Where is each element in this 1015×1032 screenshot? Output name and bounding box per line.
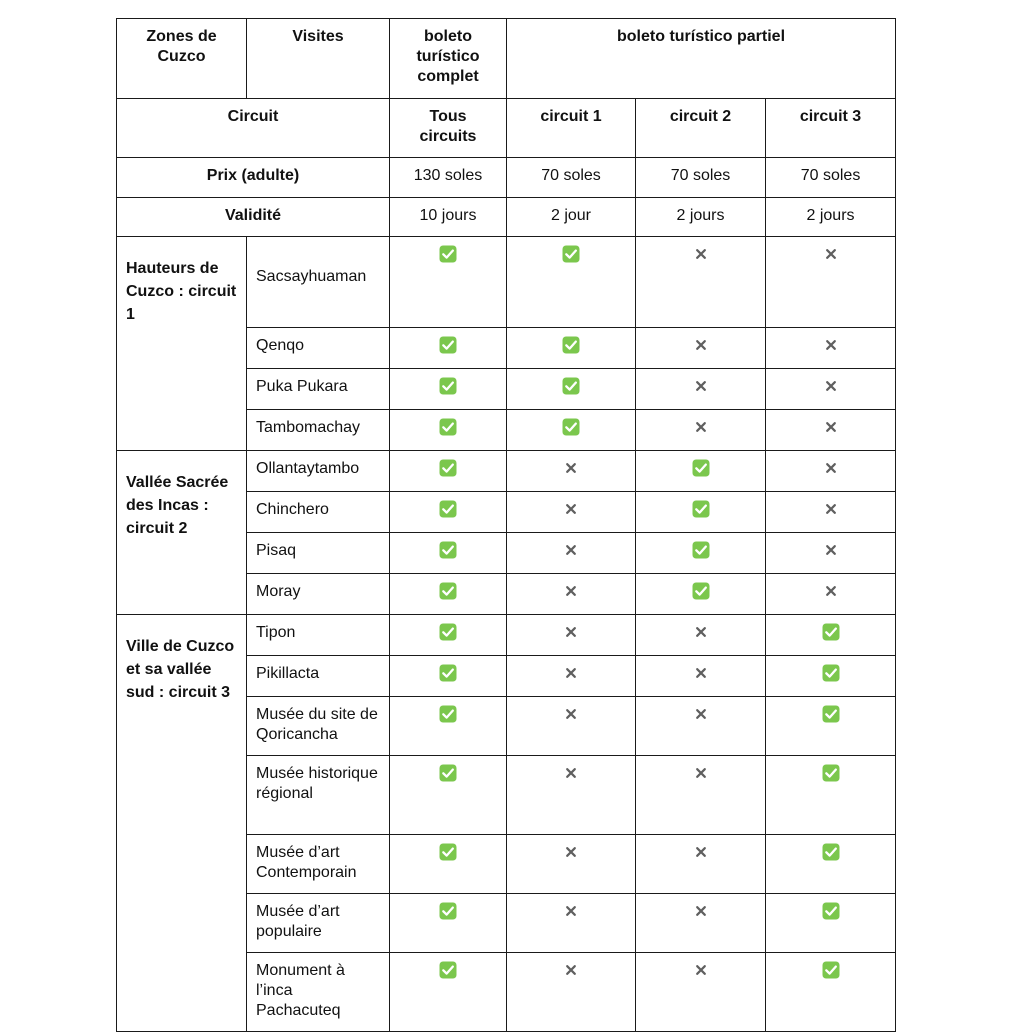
availability-cell (390, 492, 507, 533)
check-mark-icon (439, 664, 457, 682)
cross-mark-icon (692, 764, 710, 782)
availability-cell (636, 835, 766, 894)
site-name: Moray (247, 574, 390, 615)
cross-mark-icon (692, 336, 710, 354)
cross-mark-icon (692, 843, 710, 861)
availability-cell (636, 369, 766, 410)
prix-value: 70 soles (766, 158, 896, 198)
check-mark-icon (439, 623, 457, 641)
availability-cell (636, 894, 766, 953)
availability-cell (636, 756, 766, 835)
check-mark-icon (822, 902, 840, 920)
check-mark-icon (692, 500, 710, 518)
tourist-ticket-table (116, 18, 896, 1032)
availability-cell (390, 533, 507, 574)
cross-mark-icon (822, 500, 840, 518)
prix-value: 70 soles (507, 158, 636, 198)
availability-cell (507, 410, 636, 451)
cross-mark-icon (562, 764, 580, 782)
header-boleto-partiel: boleto turístico partiel (507, 19, 896, 99)
header-row (117, 19, 896, 99)
cross-mark-icon (692, 245, 710, 263)
availability-cell (766, 369, 896, 410)
availability-cell (766, 574, 896, 615)
availability-cell (390, 369, 507, 410)
check-mark-icon (562, 377, 580, 395)
availability-cell (507, 492, 636, 533)
circuit-value: circuit 2 (636, 99, 766, 158)
availability-cell (390, 656, 507, 697)
check-mark-icon (439, 582, 457, 600)
cross-mark-icon (562, 961, 580, 979)
availability-cell (390, 894, 507, 953)
availability-cell (390, 451, 507, 492)
availability-cell (390, 237, 507, 328)
availability-cell (636, 237, 766, 328)
check-mark-icon (439, 961, 457, 979)
cross-mark-icon (692, 961, 710, 979)
check-mark-icon (822, 764, 840, 782)
prix-row (117, 158, 896, 198)
table-row (117, 237, 896, 328)
availability-cell (636, 328, 766, 369)
header-visites: Visites (247, 19, 390, 99)
cross-mark-icon (562, 664, 580, 682)
availability-cell (766, 656, 896, 697)
prix-label: Prix (adulte) (117, 158, 390, 198)
check-mark-icon (822, 961, 840, 979)
availability-cell (507, 237, 636, 328)
cross-mark-icon (692, 664, 710, 682)
availability-cell (636, 451, 766, 492)
availability-cell (390, 328, 507, 369)
site-name: Qenqo (247, 328, 390, 369)
availability-cell (507, 894, 636, 953)
availability-cell (766, 756, 896, 835)
cross-mark-icon (822, 336, 840, 354)
site-name: Chinchero (247, 492, 390, 533)
cross-mark-icon (562, 843, 580, 861)
availability-cell (390, 835, 507, 894)
availability-cell (507, 835, 636, 894)
availability-cell (766, 410, 896, 451)
cross-mark-icon (692, 418, 710, 436)
availability-cell (507, 953, 636, 1032)
availability-cell (766, 894, 896, 953)
circuit-value: circuit 1 (507, 99, 636, 158)
cross-mark-icon (692, 623, 710, 641)
site-name: Monument à l’inca Pachacuteq (247, 953, 390, 1032)
check-mark-icon (562, 245, 580, 263)
check-mark-icon (822, 623, 840, 641)
availability-cell (636, 615, 766, 656)
table-row (117, 451, 896, 492)
check-mark-icon (439, 764, 457, 782)
table-body (117, 19, 896, 1032)
cross-mark-icon (562, 705, 580, 723)
site-name: Musée d’art populaire (247, 894, 390, 953)
availability-cell (636, 533, 766, 574)
availability-cell (636, 697, 766, 756)
cross-mark-icon (822, 459, 840, 477)
availability-cell (390, 953, 507, 1032)
availability-cell (766, 615, 896, 656)
availability-cell (390, 697, 507, 756)
cross-mark-icon (822, 582, 840, 600)
cross-mark-icon (562, 459, 580, 477)
cross-mark-icon (692, 902, 710, 920)
cross-mark-icon (822, 245, 840, 263)
circuit-row (117, 99, 896, 158)
check-mark-icon (822, 843, 840, 861)
header-boleto-complet: boleto turístico complet (390, 19, 507, 99)
site-name: Musée du site de Qoricancha (247, 697, 390, 756)
check-mark-icon (692, 541, 710, 559)
availability-cell (507, 369, 636, 410)
availability-cell (390, 615, 507, 656)
availability-cell (507, 451, 636, 492)
site-name: Pisaq (247, 533, 390, 574)
check-mark-icon (692, 582, 710, 600)
availability-cell (766, 451, 896, 492)
check-mark-icon (439, 245, 457, 263)
availability-cell (390, 410, 507, 451)
zone-label: Ville de Cuzco et sa vallée sud : circuit 3 (117, 615, 247, 1032)
check-mark-icon (439, 705, 457, 723)
validite-value: 10 jours (390, 198, 507, 237)
circuit-value: circuit 3 (766, 99, 896, 158)
zone-label: Hauteurs de Cuzco : circuit 1 (117, 237, 247, 451)
site-name: Musée historique régional (247, 756, 390, 835)
circuit-value: Tous circuits (390, 99, 507, 158)
cross-mark-icon (562, 500, 580, 518)
site-name: Tipon (247, 615, 390, 656)
header-zones: Zones de Cuzco (117, 19, 247, 99)
site-name: Puka Pukara (247, 369, 390, 410)
cross-mark-icon (562, 902, 580, 920)
site-name: Musée d’art Contemporain (247, 835, 390, 894)
availability-cell (636, 656, 766, 697)
check-mark-icon (562, 336, 580, 354)
prix-value: 130 soles (390, 158, 507, 198)
check-mark-icon (692, 459, 710, 477)
check-mark-icon (439, 336, 457, 354)
availability-cell (507, 533, 636, 574)
availability-cell (766, 533, 896, 574)
availability-cell (766, 237, 896, 328)
site-name: Sacsayhuaman (247, 237, 390, 328)
availability-cell (766, 328, 896, 369)
cross-mark-icon (562, 582, 580, 600)
circuit-label: Circuit (117, 99, 390, 158)
availability-cell (507, 697, 636, 756)
validite-value: 2 jours (636, 198, 766, 237)
table-row (117, 615, 896, 656)
availability-cell (766, 835, 896, 894)
check-mark-icon (439, 902, 457, 920)
availability-cell (636, 953, 766, 1032)
validite-value: 2 jour (507, 198, 636, 237)
prix-value: 70 soles (636, 158, 766, 198)
cross-mark-icon (822, 541, 840, 559)
availability-cell (507, 574, 636, 615)
cross-mark-icon (562, 623, 580, 641)
check-mark-icon (439, 541, 457, 559)
cross-mark-icon (822, 418, 840, 436)
availability-cell (766, 697, 896, 756)
availability-cell (507, 656, 636, 697)
check-mark-icon (439, 459, 457, 477)
availability-cell (507, 328, 636, 369)
availability-cell (390, 756, 507, 835)
site-name: Ollantaytambo (247, 451, 390, 492)
check-mark-icon (562, 418, 580, 436)
availability-cell (766, 953, 896, 1032)
cross-mark-icon (692, 377, 710, 395)
validite-label: Validité (117, 198, 390, 237)
cross-mark-icon (822, 377, 840, 395)
availability-cell (636, 492, 766, 533)
availability-cell (390, 574, 507, 615)
cross-mark-icon (562, 541, 580, 559)
check-mark-icon (822, 705, 840, 723)
validite-value: 2 jours (766, 198, 896, 237)
check-mark-icon (439, 418, 457, 436)
site-name: Tambomachay (247, 410, 390, 451)
validite-row (117, 198, 896, 237)
zone-label: Vallée Sacrée des Incas : circuit 2 (117, 451, 247, 615)
availability-cell (636, 574, 766, 615)
cross-mark-icon (692, 705, 710, 723)
check-mark-icon (822, 664, 840, 682)
availability-cell (636, 410, 766, 451)
availability-cell (507, 756, 636, 835)
check-mark-icon (439, 843, 457, 861)
site-name: Pikillacta (247, 656, 390, 697)
availability-cell (507, 615, 636, 656)
check-mark-icon (439, 377, 457, 395)
availability-cell (766, 492, 896, 533)
check-mark-icon (439, 500, 457, 518)
